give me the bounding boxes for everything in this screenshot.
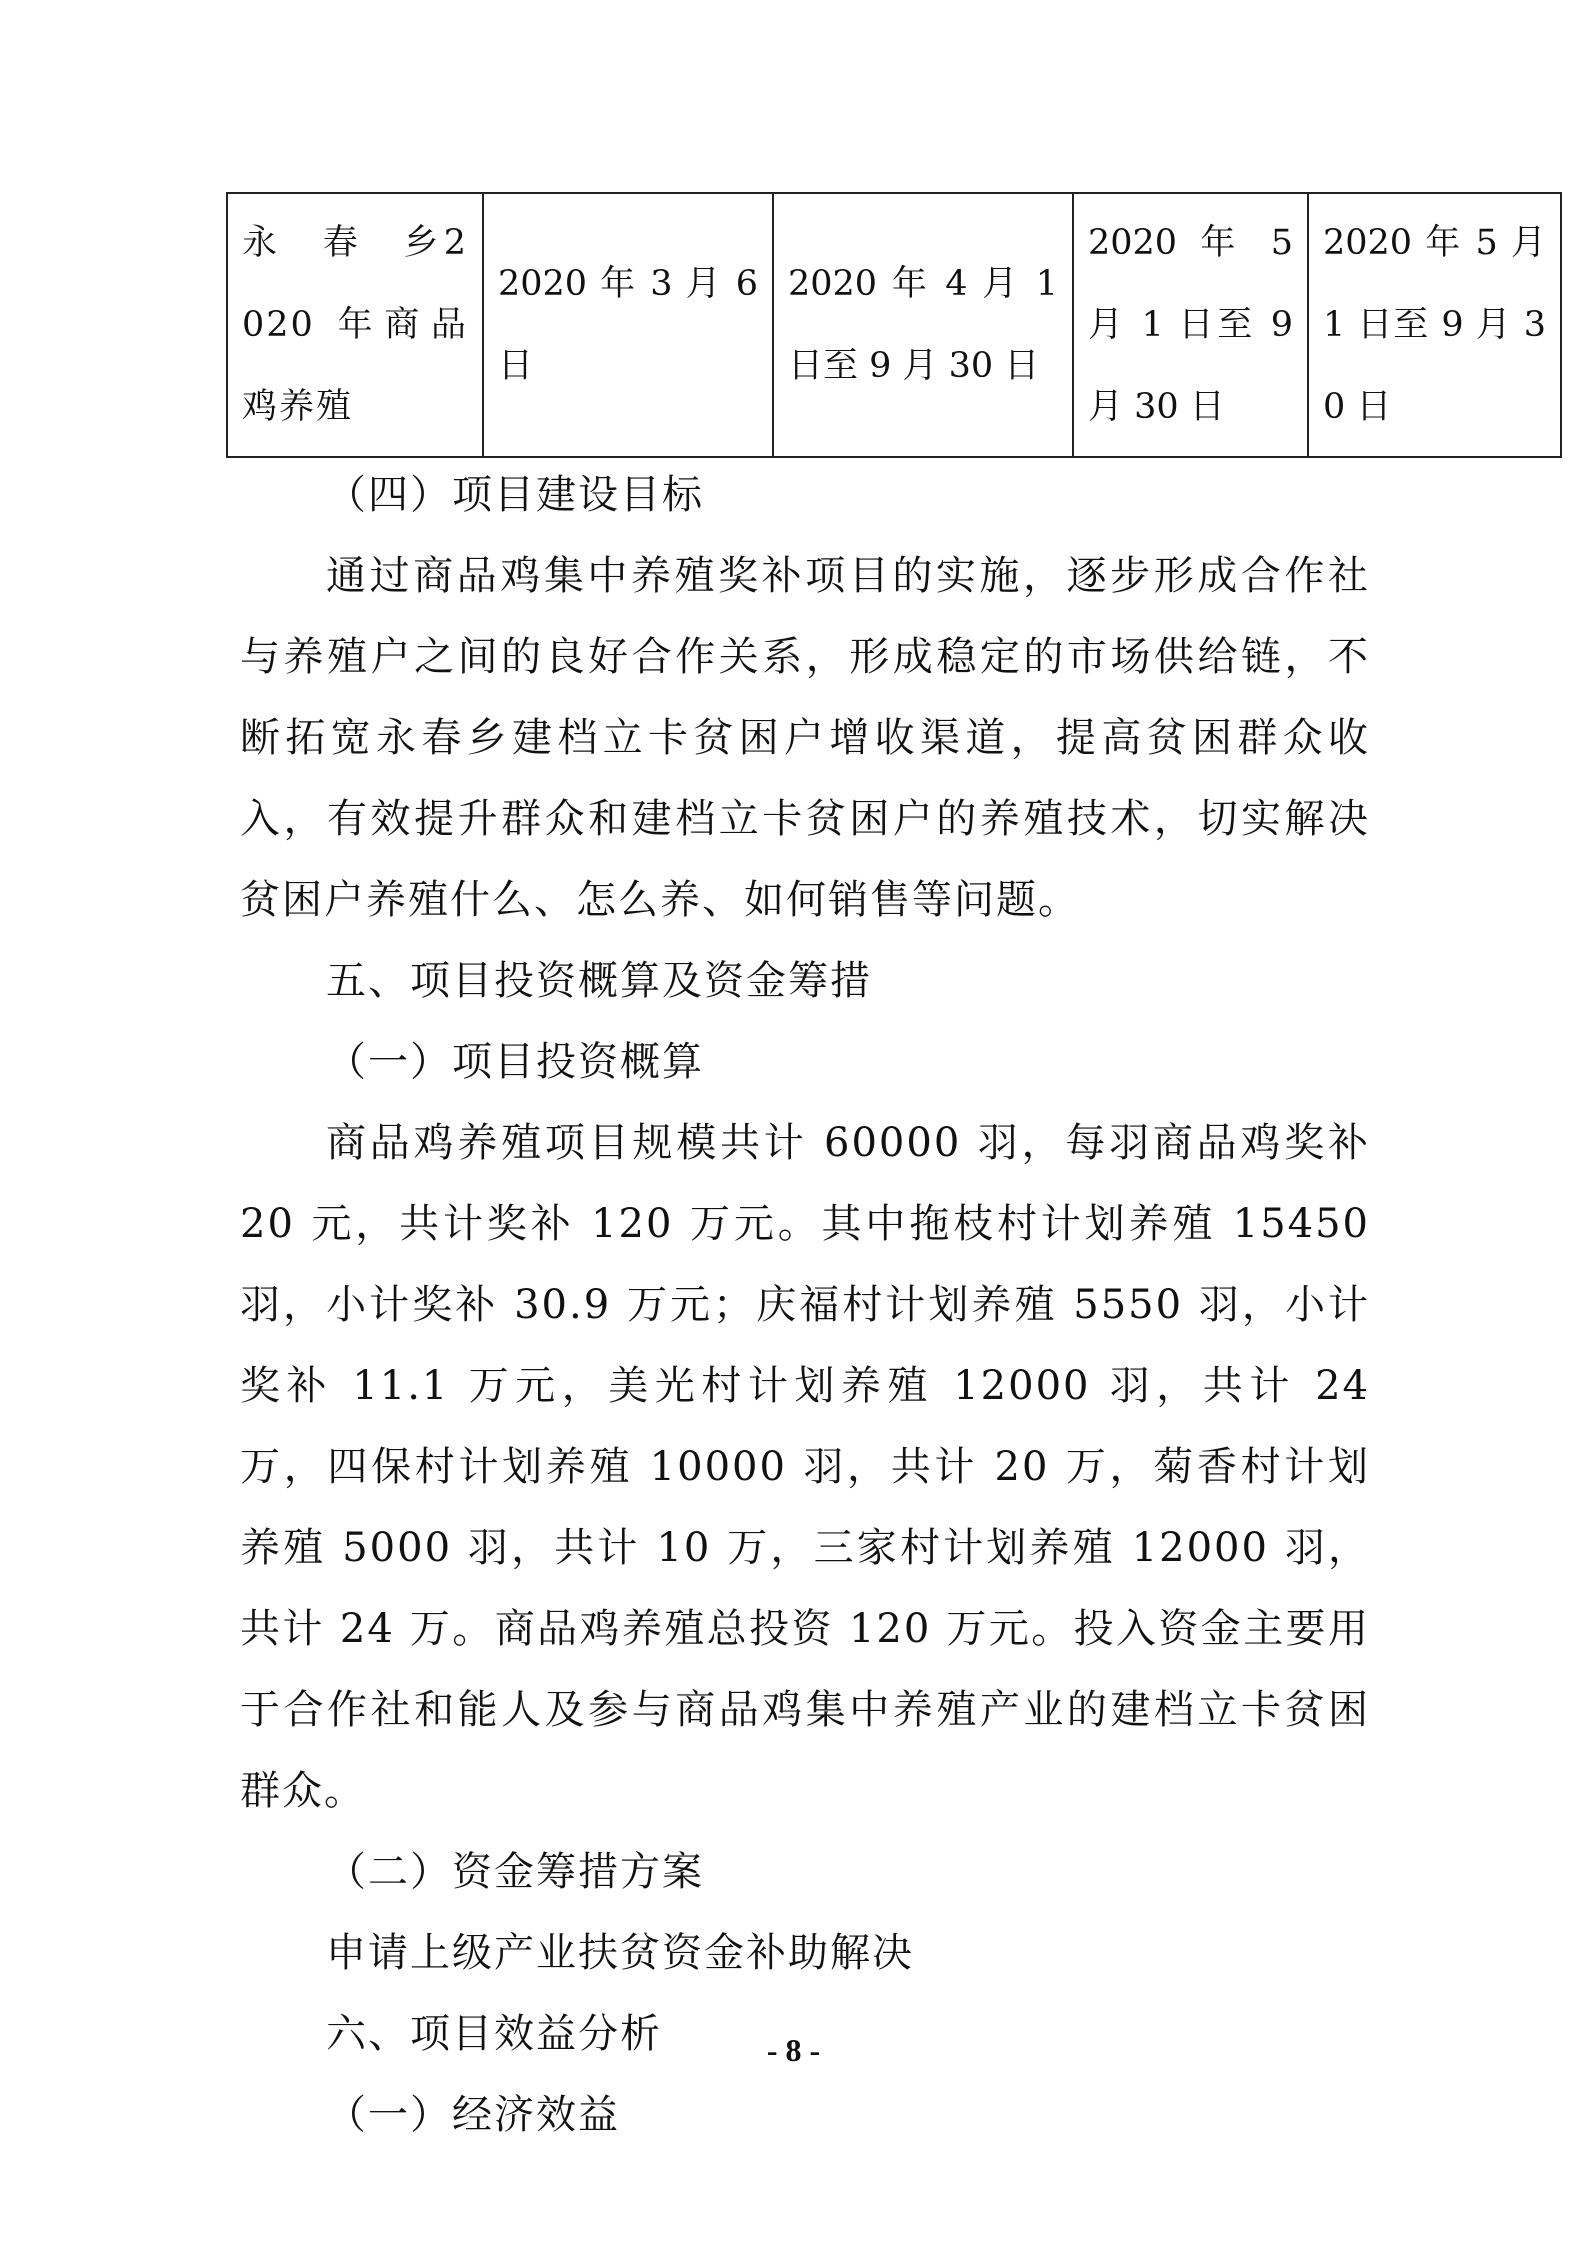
economic-heading: （一）经济效益: [326, 2092, 620, 2138]
period-cell-3: 2020 年 5 月 1 日至 9 月 30 日: [1308, 193, 1561, 457]
table-row: [227, 193, 1561, 457]
project-name-cell: 永 春 乡2020 年商品鸡养殖: [227, 193, 483, 457]
budget-heading: （一）项目投资概算: [326, 1039, 704, 1085]
funding-heading: （二）资金筹措方案: [326, 1849, 704, 1895]
document-body: [240, 455, 1370, 2156]
approval-date-cell: 2020 年 3 月 6 日: [483, 193, 773, 457]
period-cell-1: 2020 年 4 月 1 日至 9 月 30 日: [773, 193, 1073, 457]
funding-paragraph: 申请上级产业扶贫资金补助解决: [326, 1930, 914, 1976]
page-number: - 8 -: [766, 2032, 821, 2068]
budget-paragraph: 商品鸡养殖项目规模共计 60000 羽，每羽商品鸡奖补 20 元，共计奖补 120 万元。其中拖枝村计划养殖 15450 羽，小计奖补 30.9 万元；庆福村计划养殖 5550 羽，小计奖补 11.1 万元，美光村计划养殖 12000 羽，共计 24 万，四保村计划养殖 10000 羽，共计 20 万，菊香村计划养殖 5000 羽，共计 10 万，三家村计划养殖 12000 羽，共计 24 万。商品鸡养殖总投资 120 万元。投入资金主要用于合作社和能人及参与商品鸡集中养殖产业的建档立卡贫困群众。: [240, 1120, 1370, 1814]
goal-paragraph: 通过商品鸡集中养殖奖补项目的实施，逐步形成合作社与养殖户之间的良好合作关系，形成稳定的市场供给链，不断拓宽永春乡建档立卡贫困户增收渠道，提高贫困群众收入，有效提升群众和建档立卡贫困户的养殖技术，切实解决贫困户养殖什么、怎么养、如何销售等问题。: [240, 553, 1370, 923]
schedule-table: [226, 192, 1562, 458]
benefit-heading: 六、项目效益分析: [326, 2011, 662, 2057]
period-cell-2: 2020 年 5 月 1 日至 9 月 30 日: [1073, 193, 1308, 457]
goal-heading: （四）项目建设目标: [326, 472, 704, 518]
investment-heading: 五、项目投资概算及资金筹措: [326, 958, 872, 1004]
